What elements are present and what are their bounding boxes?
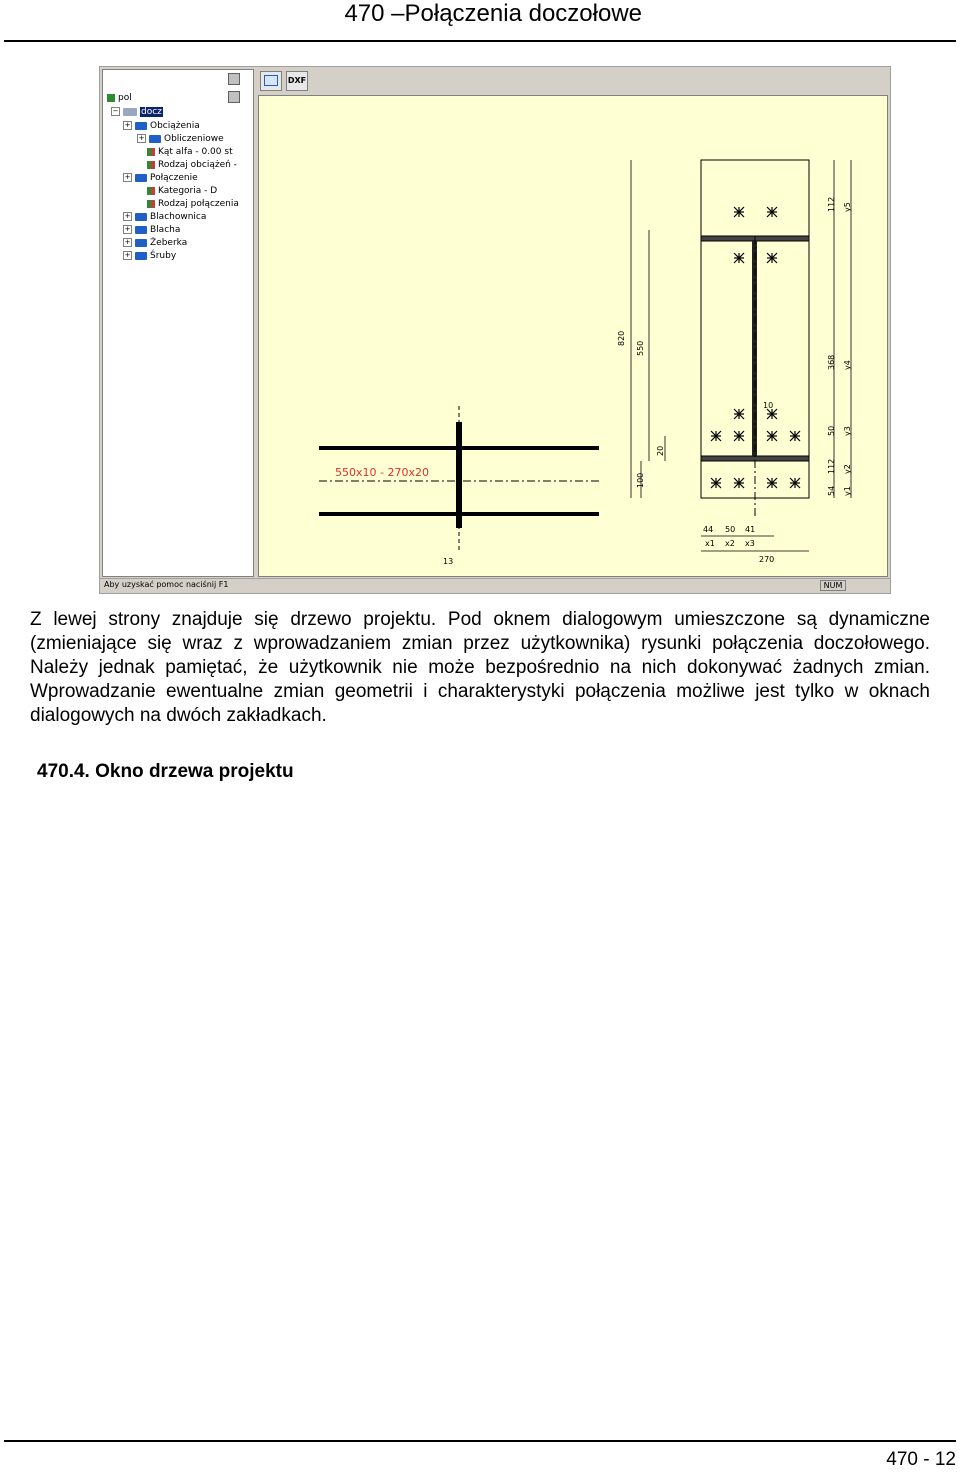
tree-node-label: Obciążenia — [150, 121, 200, 131]
dim-web-10: 10 — [763, 401, 774, 410]
folder-icon — [135, 252, 147, 260]
page-header — [0, 0, 960, 40]
tree-node[interactable] — [137, 133, 224, 145]
bolt-mark — [734, 431, 744, 441]
folder-icon — [135, 226, 147, 234]
expand-icon[interactable]: + — [124, 121, 131, 129]
tree-node[interactable] — [147, 198, 239, 210]
page-number: 470 - 12 — [886, 1449, 956, 1470]
expand-icon[interactable]: + — [138, 134, 145, 142]
connection-icon — [123, 108, 137, 116]
beam-section-label: 550x10 - 270x20 — [335, 466, 429, 479]
dim-r-112a: 112 — [827, 196, 836, 212]
tree-toolbar — [227, 72, 251, 84]
folder-icon — [149, 135, 161, 143]
tree-node[interactable] — [123, 211, 206, 223]
bolt-mark — [790, 431, 800, 441]
app-screenshot — [99, 66, 891, 594]
tree-node[interactable] — [147, 185, 217, 197]
dim-b-50: 50 — [725, 525, 736, 534]
dim-r-368: 368 — [827, 354, 836, 370]
connection-drawing — [258, 95, 888, 577]
property-icon — [147, 148, 155, 156]
dim-r-54: 54 — [827, 485, 836, 496]
dim-r-112b: 112 — [827, 458, 836, 474]
dim-b-x2: x2 — [725, 539, 735, 548]
tree-node[interactable] — [123, 120, 200, 132]
dim-550: 550 — [636, 340, 645, 356]
status-hint: Aby uzyskać pomoc naciśnij F1 — [104, 580, 229, 589]
view-button[interactable] — [260, 71, 282, 91]
tree-node-label: Rodzaj połączenia — [158, 199, 239, 209]
bolt-mark — [767, 253, 777, 263]
status-num: NUM — [820, 580, 846, 591]
body-paragraph: Z lewej strony znajduje się drzewo projektu. Pod oknem dialogowym umieszczone są dynamiczne (zmieniające się wraz z wprowadzaniem zmian przez użytkownika) rysunki połączenia doczołowego. Należy jednak pamiętać, że użytkownik nie może bezpośrednio na nich dokonywać żadnych zmian. Wprowadzanie ewentualne zmian geometrii i charakterystyki połączenia możliwe jest tylko w oknach dialogowych na dwóch zakładkach. — [30, 609, 930, 726]
drawing-canvas — [259, 96, 889, 578]
property-icon — [147, 161, 155, 169]
dim-100: 100 — [636, 472, 645, 488]
tree-node-label: Śruby — [150, 251, 177, 261]
tree-node-label: Żeberka — [150, 238, 188, 248]
dim-b-41: 41 — [745, 525, 756, 534]
dim-b-44: 44 — [703, 525, 714, 534]
dim-820: 820 — [617, 330, 626, 346]
expand-icon[interactable]: + — [124, 251, 131, 259]
bolt-mark — [711, 478, 721, 488]
tree-button-2[interactable] — [228, 91, 240, 103]
dim-r-y1: y1 — [843, 486, 852, 496]
dxf-button[interactable]: DXF — [286, 71, 308, 91]
tree-button-1[interactable] — [228, 73, 240, 85]
bolt-mark — [734, 478, 744, 488]
bolt-mark — [711, 431, 721, 441]
footer-rule — [4, 1440, 956, 1442]
expand-icon[interactable]: + — [124, 173, 131, 181]
view-toolbar — [258, 69, 318, 91]
page-title: 470 –Połączenia doczołowe — [344, 0, 642, 27]
dim-plate-13: 13 — [443, 557, 454, 566]
dim-b-270: 270 — [759, 555, 775, 564]
expand-icon[interactable]: + — [124, 238, 131, 246]
bolt-mark — [767, 207, 777, 217]
tree-node-label: Blacha — [150, 225, 181, 235]
tree-node-label: Połączenie — [150, 173, 198, 183]
bolt-mark — [767, 409, 777, 419]
bolt-mark — [767, 478, 777, 488]
section-heading: 470.4. Okno drzewa projektu — [37, 761, 294, 782]
dim-20: 20 — [656, 445, 665, 456]
tree-node-label: Obliczeniowe — [164, 134, 224, 144]
header-rule — [4, 40, 956, 42]
dim-r-y4: y4 — [843, 360, 852, 370]
dim-b-x3: x3 — [745, 539, 755, 548]
tree-node-selected[interactable]: − docz — [112, 107, 162, 117]
tree-node-label: Rodzaj obciążeń - — [158, 160, 237, 170]
tree-node[interactable] — [123, 172, 198, 184]
tree-node[interactable] — [123, 250, 176, 262]
bolt-mark — [767, 431, 777, 441]
tree-root[interactable]: pol — [107, 92, 132, 104]
tree-node[interactable] — [147, 146, 233, 158]
property-icon — [147, 187, 155, 195]
folder-icon — [135, 213, 147, 221]
bolt-mark — [734, 207, 744, 217]
window-icon — [264, 75, 278, 86]
folder-icon — [135, 174, 147, 182]
tree-node[interactable] — [123, 224, 180, 236]
property-icon — [147, 200, 155, 208]
bolt-mark — [790, 478, 800, 488]
project-icon — [107, 94, 115, 102]
tree-node-label: Kąt alfa - 0.00 st — [158, 147, 233, 157]
dim-r-y2: y2 — [843, 464, 852, 474]
dim-b-x1: x1 — [705, 539, 715, 548]
bolt-mark — [734, 409, 744, 419]
tree-node-label: Kategoria - D — [158, 186, 218, 196]
collapse-icon[interactable]: − — [112, 107, 119, 115]
tree-node[interactable] — [123, 237, 187, 249]
bolt-mark — [734, 253, 744, 263]
dim-r-y3: y3 — [843, 426, 852, 436]
folder-icon — [135, 122, 147, 130]
project-tree[interactable] — [102, 69, 254, 577]
tree-node[interactable] — [147, 159, 237, 171]
expand-icon[interactable]: + — [124, 225, 131, 233]
status-bar — [100, 578, 890, 593]
expand-icon[interactable]: + — [124, 212, 131, 220]
tree-node-label: Blachownica — [150, 212, 207, 222]
folder-icon — [135, 239, 147, 247]
dim-r-50: 50 — [827, 425, 836, 436]
dim-r-y5: y5 — [843, 202, 852, 212]
